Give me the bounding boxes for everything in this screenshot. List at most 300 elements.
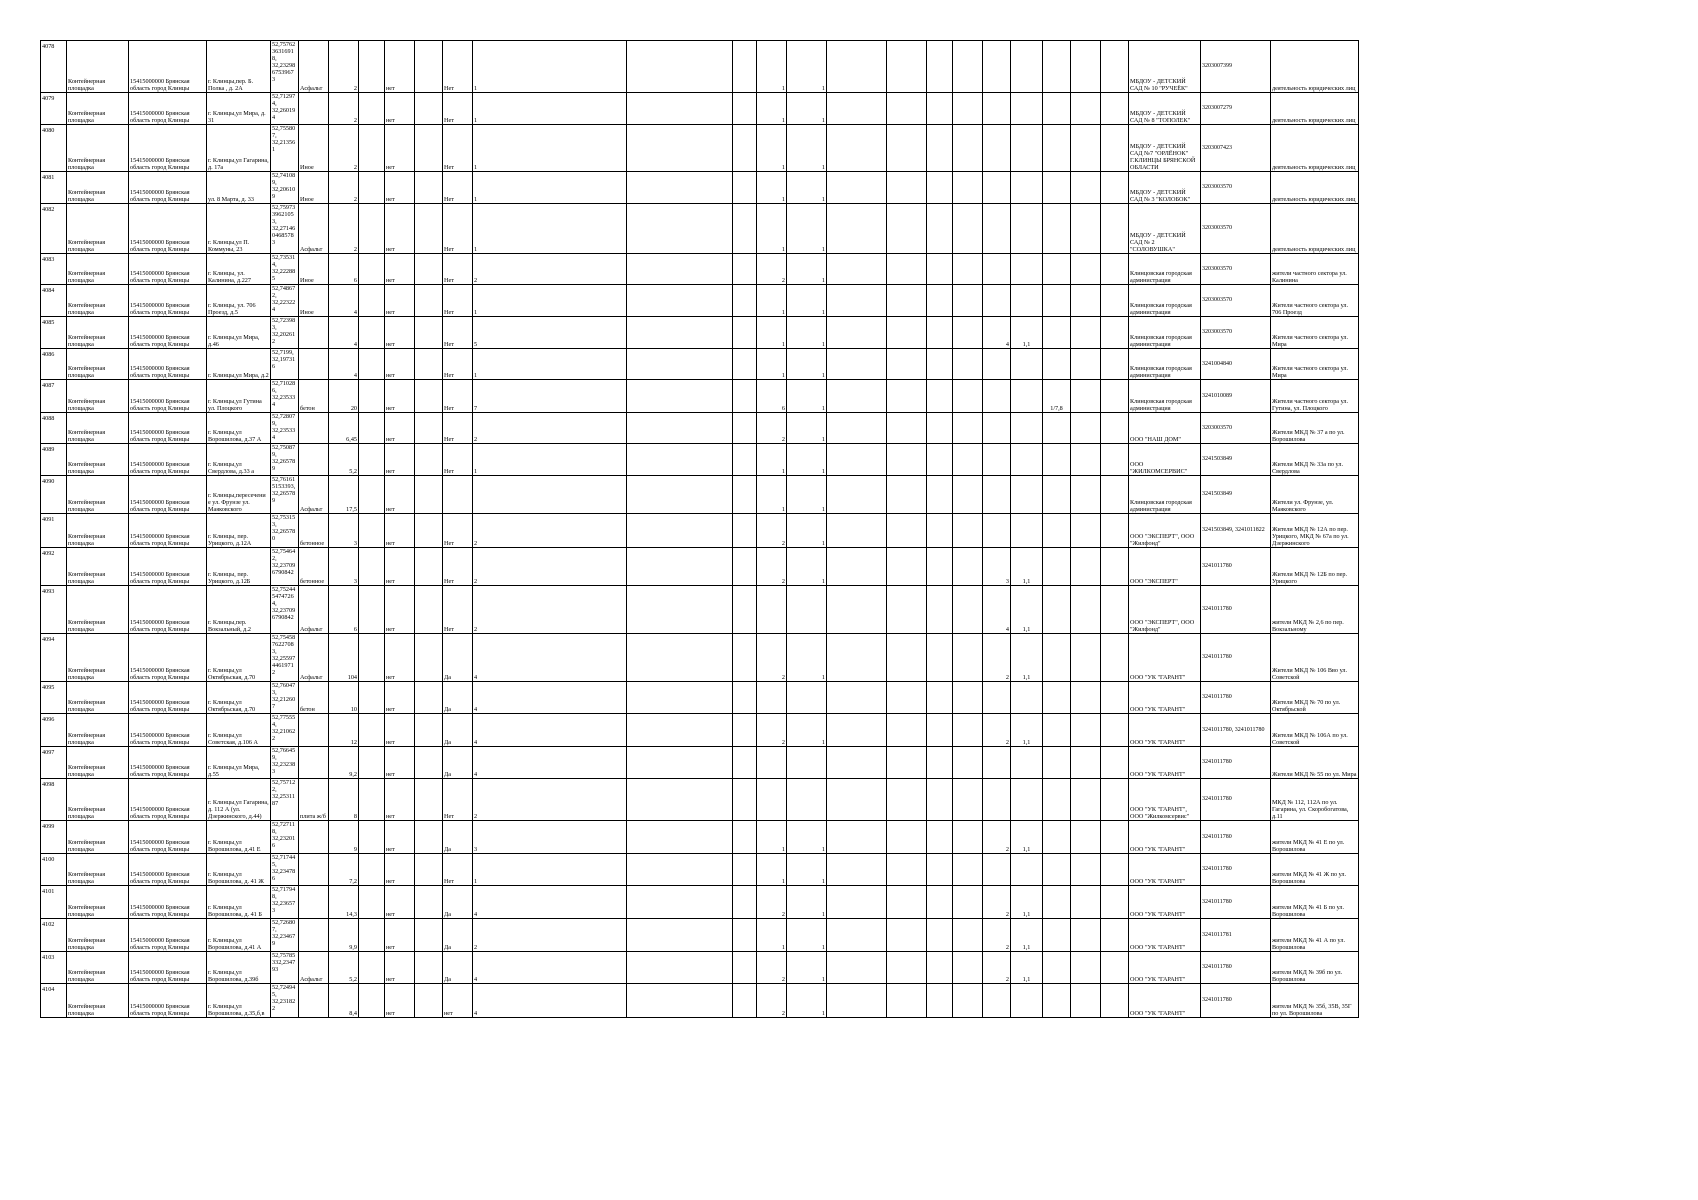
cell-area: 8 xyxy=(329,779,359,821)
cell-area: 104 xyxy=(329,634,359,682)
cell-cnt: 1 xyxy=(473,285,627,317)
cell-cover xyxy=(299,444,329,476)
table-row xyxy=(41,514,1359,548)
cell-cnt: 1 xyxy=(473,854,627,886)
cell-fence: Нет xyxy=(443,125,473,172)
cell-empty xyxy=(1071,514,1101,548)
cell-addr: г. Клинцы,ул Ворошилова, д. 41 Ж xyxy=(207,854,271,886)
cell-empty xyxy=(733,952,757,984)
cell-empty xyxy=(359,634,385,682)
cell-empty xyxy=(359,514,385,548)
table-row xyxy=(41,919,1359,952)
cell-coords: 52,71744 5, 32,23478 6 xyxy=(271,854,299,886)
cell-addr: г. Клинцы,пер. Вокзальный, д.2 xyxy=(207,586,271,634)
cell-empty xyxy=(953,548,983,586)
cell-src: Жители МКД № 37 а по ул. Ворошилова xyxy=(1271,413,1359,444)
cell-oktmo: 15415000000 Брянская область город Клинцы xyxy=(129,747,207,779)
cell-empty xyxy=(927,854,953,886)
cell-empty xyxy=(1071,714,1101,747)
cell-fence: Нет xyxy=(443,514,473,548)
cell-empty xyxy=(827,634,887,682)
cell-oktmo: 15415000000 Брянская область город Клинцы xyxy=(129,380,207,413)
cell-empty xyxy=(887,254,927,285)
cell-c5 xyxy=(1043,93,1071,125)
cell-empty xyxy=(827,919,887,952)
cell-empty xyxy=(1101,317,1129,349)
cell-c3 xyxy=(983,984,1011,1018)
cell-fence: Нет xyxy=(443,586,473,634)
cell-empty xyxy=(1071,984,1101,1018)
cell-empty xyxy=(627,886,733,919)
cell-roof: нет xyxy=(385,682,415,714)
cell-src: Жители МКД № 70 по ул. Октябрьской xyxy=(1271,682,1359,714)
cell-empty xyxy=(927,41,953,93)
cell-empty xyxy=(415,254,443,285)
cell-empty xyxy=(359,779,385,821)
cell-coords: 52,76161 5153393, 32,26578 9 xyxy=(271,476,299,514)
cell-empty xyxy=(827,93,887,125)
cell-empty xyxy=(415,476,443,514)
cell-oktmo: 15415000000 Брянская область город Клинцы xyxy=(129,125,207,172)
cell-empty xyxy=(827,125,887,172)
cell-k2: 1 xyxy=(787,821,827,854)
cell-empty xyxy=(887,413,927,444)
cell-c5 xyxy=(1043,886,1071,919)
cell-oktmo: 15415000000 Брянская область город Клинцы xyxy=(129,413,207,444)
cell-inn: 3241011780 xyxy=(1201,952,1271,984)
cell-empty xyxy=(415,93,443,125)
cell-type: Контейнерная площадка xyxy=(67,172,129,204)
cell-addr: г. Клинцы, ул. Калинина, д.227 xyxy=(207,254,271,285)
cell-k2: 1 xyxy=(787,476,827,514)
cell-cover: Иное xyxy=(299,125,329,172)
cell-empty xyxy=(927,682,953,714)
cell-coords: 52,72807 9, 32,23533 4 xyxy=(271,413,299,444)
cell-area: 7,2 xyxy=(329,854,359,886)
cell-empty xyxy=(1071,682,1101,714)
cell-empty xyxy=(733,41,757,93)
cell-empty xyxy=(415,747,443,779)
cell-roof: нет xyxy=(385,514,415,548)
cell-fence: Нет xyxy=(443,254,473,285)
cell-cnt: 4 xyxy=(473,714,627,747)
cell-empty xyxy=(887,380,927,413)
cell-cnt: 2 xyxy=(473,254,627,285)
cell-cover xyxy=(299,886,329,919)
cell-k2: 1 xyxy=(787,984,827,1018)
cell-org: ООО "УК "ГАРАНТ" xyxy=(1129,821,1201,854)
cell-oktmo: 15415000000 Брянская область город Клинцы xyxy=(129,886,207,919)
cell-empty xyxy=(359,919,385,952)
cell-src: жители МКД № 35б, 35В, 35Г по ул. Ворошилова xyxy=(1271,984,1359,1018)
cell-cnt: 2 xyxy=(473,514,627,548)
cell-empty xyxy=(1071,93,1101,125)
cell-cnt: 2 xyxy=(473,413,627,444)
cell-c4 xyxy=(1011,854,1043,886)
cell-org: ООО "НАШ ДОМ" xyxy=(1129,413,1201,444)
cell-cnt: 4 xyxy=(473,747,627,779)
cell-empty xyxy=(1071,41,1101,93)
cell-empty xyxy=(1071,380,1101,413)
cell-n: 4078 xyxy=(41,41,67,93)
table-row xyxy=(41,747,1359,779)
cell-empty xyxy=(733,548,757,586)
cell-empty xyxy=(827,444,887,476)
cell-c4: 1,1 xyxy=(1011,952,1043,984)
cell-empty xyxy=(415,919,443,952)
cell-org: МБДОУ - ДЕТСКИЙ САД № 3 "КОЛОБОК" xyxy=(1129,172,1201,204)
cell-inn: 3241011780, 3241011780 xyxy=(1201,714,1271,747)
cell-empty xyxy=(953,413,983,444)
cell-empty xyxy=(887,714,927,747)
cell-empty xyxy=(887,317,927,349)
cell-src: жители МКД № 41 Б по ул. Ворошилова xyxy=(1271,886,1359,919)
cell-empty xyxy=(953,444,983,476)
cell-empty xyxy=(1071,254,1101,285)
cell-empty xyxy=(733,514,757,548)
cell-c3: 4 xyxy=(983,586,1011,634)
cell-cnt: 1 xyxy=(473,444,627,476)
cell-inn: 3241004840 xyxy=(1201,349,1271,380)
cell-roof: нет xyxy=(385,714,415,747)
cell-coords: 52,71794 8, 32,23657 3 xyxy=(271,886,299,919)
cell-k1: 1 xyxy=(757,41,787,93)
cell-roof: нет xyxy=(385,204,415,254)
cell-area: 4 xyxy=(329,349,359,380)
cell-empty xyxy=(359,254,385,285)
cell-empty xyxy=(415,548,443,586)
cell-empty xyxy=(827,779,887,821)
cell-src: Жители частного сектора ул. Мира xyxy=(1271,317,1359,349)
cell-empty xyxy=(733,285,757,317)
cell-empty xyxy=(359,821,385,854)
cell-c3: 2 xyxy=(983,714,1011,747)
cell-coords: 52,73531 4, 32,22288 5 xyxy=(271,254,299,285)
cell-c5 xyxy=(1043,854,1071,886)
cell-empty xyxy=(927,285,953,317)
cell-empty xyxy=(415,125,443,172)
cell-inn: 3203003570 xyxy=(1201,285,1271,317)
cell-empty xyxy=(1071,919,1101,952)
cell-empty xyxy=(827,254,887,285)
cell-c5 xyxy=(1043,714,1071,747)
cell-cover xyxy=(299,714,329,747)
cell-n: 4090 xyxy=(41,476,67,514)
cell-c4: 1,1 xyxy=(1011,714,1043,747)
cell-type: Контейнерная площадка xyxy=(67,444,129,476)
cell-c5 xyxy=(1043,204,1071,254)
cell-coords: 52,71028 6, 32,23533 4 xyxy=(271,380,299,413)
cell-empty xyxy=(627,380,733,413)
cell-fence: Нет xyxy=(443,41,473,93)
cell-empty xyxy=(627,349,733,380)
cell-area: 9,2 xyxy=(329,747,359,779)
cell-src: Жители МКД № 106А по ул. Советской xyxy=(1271,714,1359,747)
cell-c5 xyxy=(1043,779,1071,821)
cell-empty xyxy=(733,854,757,886)
cell-c4: 1,1 xyxy=(1011,548,1043,586)
cell-type: Контейнерная площадка xyxy=(67,285,129,317)
cell-empty xyxy=(953,285,983,317)
cell-n: 4081 xyxy=(41,172,67,204)
cell-addr: г. Клинцы,ул Свердлова, д.33 а xyxy=(207,444,271,476)
cell-type: Контейнерная площадка xyxy=(67,821,129,854)
cell-n: 4094 xyxy=(41,634,67,682)
cell-src: деятельность юридических лиц xyxy=(1271,204,1359,254)
cell-type: Контейнерная площадка xyxy=(67,317,129,349)
cell-empty xyxy=(927,984,953,1018)
cell-empty xyxy=(887,984,927,1018)
cell-k2: 1 xyxy=(787,204,827,254)
cell-roof: нет xyxy=(385,349,415,380)
cell-cover xyxy=(299,349,329,380)
cell-k1: 1 xyxy=(757,919,787,952)
cell-empty xyxy=(415,682,443,714)
cell-coords: 52,75785 332,2347 93 xyxy=(271,952,299,984)
cell-empty xyxy=(827,854,887,886)
cell-c5 xyxy=(1043,172,1071,204)
cell-roof: нет xyxy=(385,41,415,93)
cell-n: 4088 xyxy=(41,413,67,444)
cell-empty xyxy=(1101,93,1129,125)
cell-org: Клинцовская городская администрация xyxy=(1129,476,1201,514)
cell-coords: 52,75087 9, 32,26578 9 xyxy=(271,444,299,476)
cell-n: 4084 xyxy=(41,285,67,317)
cell-fence: Нет xyxy=(443,444,473,476)
cell-type: Контейнерная площадка xyxy=(67,634,129,682)
cell-cnt xyxy=(473,476,627,514)
cell-k2 xyxy=(787,779,827,821)
cell-cnt: 2 xyxy=(473,779,627,821)
cell-fence: Нет xyxy=(443,204,473,254)
cell-empty xyxy=(627,586,733,634)
cell-coords: 52,75315 3, 32,26578 0 xyxy=(271,514,299,548)
cell-empty xyxy=(953,254,983,285)
cell-cover: Асфальт xyxy=(299,634,329,682)
cell-n: 4087 xyxy=(41,380,67,413)
cell-empty xyxy=(733,349,757,380)
table-row xyxy=(41,254,1359,285)
cell-empty xyxy=(627,548,733,586)
cell-inn: 3203007423 xyxy=(1201,125,1271,172)
cell-empty xyxy=(953,349,983,380)
cell-k1 xyxy=(757,682,787,714)
cell-c5: 1/7,8 xyxy=(1043,380,1071,413)
cell-oktmo: 15415000000 Брянская область город Клинцы xyxy=(129,779,207,821)
cell-k2 xyxy=(787,586,827,634)
cell-k2: 1 xyxy=(787,254,827,285)
cell-coords: 52,71297 4, 32,26019 4 xyxy=(271,93,299,125)
cell-c4 xyxy=(1011,476,1043,514)
cell-empty xyxy=(827,285,887,317)
table-row xyxy=(41,548,1359,586)
cell-roof: нет xyxy=(385,254,415,285)
cell-org: МБДОУ - ДЕТСКИЙ САД № 10 "РУЧЕЁК" xyxy=(1129,41,1201,93)
cell-empty xyxy=(927,172,953,204)
cell-src: Жители частного сектора ул. 706 Проезд xyxy=(1271,285,1359,317)
table-row xyxy=(41,349,1359,380)
cell-inn: 3241011780 xyxy=(1201,747,1271,779)
cell-empty xyxy=(953,93,983,125)
cell-c3: 2 xyxy=(983,821,1011,854)
cell-empty xyxy=(1071,476,1101,514)
cell-empty xyxy=(1071,854,1101,886)
cell-empty xyxy=(927,919,953,952)
cell-oktmo: 15415000000 Брянская область город Клинцы xyxy=(129,634,207,682)
cell-empty xyxy=(1101,634,1129,682)
cell-empty xyxy=(927,952,953,984)
cell-c5 xyxy=(1043,349,1071,380)
cell-empty xyxy=(887,886,927,919)
cell-c3 xyxy=(983,413,1011,444)
cell-empty xyxy=(953,172,983,204)
cell-empty xyxy=(1101,682,1129,714)
cell-empty xyxy=(359,714,385,747)
cell-org: ООО "ЖИЛКОМСЕРВИС" xyxy=(1129,444,1201,476)
cell-k2: 1 xyxy=(787,444,827,476)
cell-empty xyxy=(415,821,443,854)
cell-c3 xyxy=(983,476,1011,514)
cell-roof: нет xyxy=(385,779,415,821)
cell-roof: нет xyxy=(385,444,415,476)
table-row xyxy=(41,317,1359,349)
cell-c3 xyxy=(983,41,1011,93)
cell-inn: 3241011781 xyxy=(1201,919,1271,952)
cell-fence: Нет xyxy=(443,779,473,821)
cell-k2: 1 xyxy=(787,317,827,349)
cell-area: 20 xyxy=(329,380,359,413)
cell-empty xyxy=(953,125,983,172)
cell-inn: 3203003570 xyxy=(1201,172,1271,204)
cell-type: Контейнерная площадка xyxy=(67,380,129,413)
cell-cnt: 2 xyxy=(473,548,627,586)
cell-empty xyxy=(359,93,385,125)
cell-c4 xyxy=(1011,682,1043,714)
cell-inn: 3241503849, 3241011822 xyxy=(1201,514,1271,548)
cell-empty xyxy=(827,380,887,413)
cell-inn: 3241011780 xyxy=(1201,634,1271,682)
cell-k1: 1 xyxy=(757,821,787,854)
cell-empty xyxy=(415,172,443,204)
cell-empty xyxy=(627,93,733,125)
cell-empty xyxy=(627,125,733,172)
cell-k1: 1 xyxy=(757,854,787,886)
cell-empty xyxy=(733,444,757,476)
cell-n: 4080 xyxy=(41,125,67,172)
cell-src: Жители МКД № 12А по пер. Урицкого, МКД № 67а по ул. Дзержинского xyxy=(1271,514,1359,548)
cell-c5 xyxy=(1043,444,1071,476)
cell-c3 xyxy=(983,125,1011,172)
cell-empty xyxy=(415,41,443,93)
cell-k1: 1 xyxy=(757,349,787,380)
cell-empty xyxy=(953,317,983,349)
cell-area: 9,9 xyxy=(329,919,359,952)
cell-n: 4097 xyxy=(41,747,67,779)
cell-empty xyxy=(627,779,733,821)
cell-oktmo: 15415000000 Брянская область город Клинцы xyxy=(129,854,207,886)
cell-empty xyxy=(1101,779,1129,821)
cell-addr: г. Клинцы,ул Мира, д.2 xyxy=(207,349,271,380)
cell-empty xyxy=(1071,285,1101,317)
cell-empty xyxy=(415,514,443,548)
cell-cover: Асфальт xyxy=(299,586,329,634)
table-row xyxy=(41,779,1359,821)
cell-fence: Нет xyxy=(443,380,473,413)
cell-k1: 1 xyxy=(757,93,787,125)
cell-cover: плита ж/б xyxy=(299,779,329,821)
cell-type: Контейнерная площадка xyxy=(67,476,129,514)
cell-empty xyxy=(953,821,983,854)
cell-cnt: 1 xyxy=(473,204,627,254)
cell-type: Контейнерная площадка xyxy=(67,714,129,747)
cell-empty xyxy=(627,41,733,93)
cell-c5 xyxy=(1043,254,1071,285)
cell-k2: 1 xyxy=(787,172,827,204)
cell-k1: 2 xyxy=(757,984,787,1018)
cell-c4 xyxy=(1011,93,1043,125)
cell-addr: г. Клинцы,ул Гутина ул. Плоцкого xyxy=(207,380,271,413)
table-row xyxy=(41,476,1359,514)
cell-cover xyxy=(299,854,329,886)
cell-oktmo: 15415000000 Брянская область город Клинцы xyxy=(129,349,207,380)
cell-c5 xyxy=(1043,413,1071,444)
cell-empty xyxy=(733,125,757,172)
cell-c4 xyxy=(1011,285,1043,317)
cell-area: 8,4 xyxy=(329,984,359,1018)
cell-type: Контейнерная площадка xyxy=(67,548,129,586)
cell-c3 xyxy=(983,854,1011,886)
cell-empty xyxy=(627,714,733,747)
cell-oktmo: 15415000000 Брянская область город Клинцы xyxy=(129,41,207,93)
cell-empty xyxy=(1101,747,1129,779)
cell-org: ООО "ЭКСПЕРТ" xyxy=(1129,548,1201,586)
cell-empty xyxy=(1101,548,1129,586)
cell-inn: 3203003570 xyxy=(1201,413,1271,444)
table-row xyxy=(41,413,1359,444)
cell-empty xyxy=(953,919,983,952)
cell-n: 4102 xyxy=(41,919,67,952)
cell-empty xyxy=(1101,586,1129,634)
cell-empty xyxy=(953,204,983,254)
cell-c3 xyxy=(983,380,1011,413)
cell-cover: бетон xyxy=(299,380,329,413)
cell-empty xyxy=(627,919,733,952)
cell-empty xyxy=(953,714,983,747)
cell-empty xyxy=(1101,125,1129,172)
cell-addr: г. Клинцы,ул П. Коммуны, 23 xyxy=(207,204,271,254)
cell-empty xyxy=(1071,886,1101,919)
cell-addr: г. Клинцы,ул Ворошилова, д.39б xyxy=(207,952,271,984)
cell-c5 xyxy=(1043,285,1071,317)
cell-roof: нет xyxy=(385,747,415,779)
cell-empty xyxy=(927,380,953,413)
cell-cnt: 1 xyxy=(473,93,627,125)
cell-roof: нет xyxy=(385,984,415,1018)
cell-empty xyxy=(627,984,733,1018)
cell-coords: 52,74108 9, 32,20610 9 xyxy=(271,172,299,204)
cell-empty xyxy=(627,317,733,349)
cell-roof: нет xyxy=(385,952,415,984)
cell-k2: 1 xyxy=(787,634,827,682)
cell-inn: 3203007279 xyxy=(1201,93,1271,125)
cell-area: 2 xyxy=(329,93,359,125)
cell-empty xyxy=(927,93,953,125)
cell-empty xyxy=(1101,854,1129,886)
cell-empty xyxy=(927,476,953,514)
cell-empty xyxy=(887,125,927,172)
cell-empty xyxy=(359,682,385,714)
cell-k1: 1 xyxy=(757,476,787,514)
